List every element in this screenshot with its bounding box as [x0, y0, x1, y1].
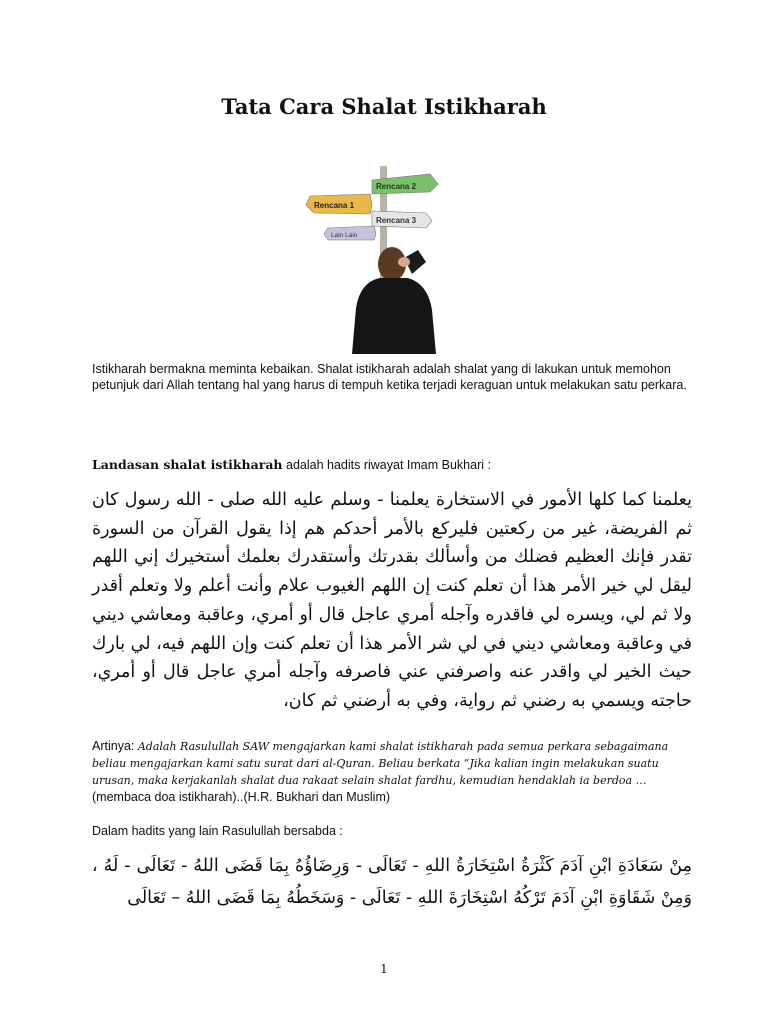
- arabic-hadith: يعلمنا كما كلها الأمور في الاستخارة يعلمنا - وسلم عليه الله صلى - الله رسول كان ثم الفريضة، غير من ركعتين فليركع بالأمر أحدكم هم إذا يقول القرآن من السورة تقدر فإنك العظيم فضلك من وأسألك بقدرتك وأستقدرك بعلمك أستخيرك إني اللهم ليقل لي خير الأمر هذا أن تعلم كنت إن اللهم الغيوب علام وأنت أعلم ولا وتعلم أقدر ولا ثم لي، ويسره لي فاقدره وآجله أمري عاجل قال أو أمري، وعاقبة ومعاشي ديني في وعاقبة ومعاشي ديني في لي شر الأمر هذا أن تعلم كنت وإن اللهم فيه، لي بارك حيث الخير لي واقدر عنه واصرفني عني فاصرفه وآجله أمري عاجل قال أو أمري، حاجته ويسمي به رضني ثم رواية، وفي به أرضني ثم كان،: [92, 490, 692, 711]
- man-hand: [398, 257, 410, 267]
- landasan-bold: Landasan shalat istikharah: [92, 457, 283, 472]
- intro-paragraph: Istikharah bermakna meminta kebaikan. Shalat istikharah adalah shalat yang di lakukan untuk memohon petunjuk dari Allah tentang hal yang harus di tempuh ketika terjadi keraguan untuk melakukan satu perkara.: [92, 362, 687, 392]
- arabic-hadith-2: مِنْ سَعَادَةِ ابْنِ آدَمَ كَثْرَةُ اسْتِخَارَةُ اللهِ - تَعَالَى - وَرِضَاؤُهُ بِمَا قَضَى اللهُ - تَعَالَى - لَهُ ، وَمِنْ شَقَاوَةِ ابْنِ آدَمَ تَرْكُهُ اسْتِخَارَةَ اللهِ - تَعَالَى - وَسَخَطُهُ بِمَا قَضَى اللهُ – تَعَالَى: [92, 856, 692, 908]
- landasan-paragraph: [92, 457, 692, 473]
- artinya-label: Artinya:: [92, 739, 138, 753]
- signpost-illustration: [300, 158, 468, 354]
- sign-rencana-3-label: Rencana 3: [376, 216, 417, 225]
- man-body: [352, 278, 436, 354]
- artinya-source: (membaca doa istikharah)..(H.R. Bukhari dan Muslim): [92, 790, 391, 804]
- dalam-paragraph: Dalam hadits yang lain Rasulullah bersabda :: [92, 824, 343, 838]
- page-number: 1: [380, 962, 388, 976]
- artinya-paragraph: [92, 738, 692, 806]
- landasan-text: adalah hadits riwayat Imam Bukhari :: [282, 458, 491, 472]
- sign-rencana-1-label: Rencana 1: [314, 201, 355, 210]
- signpost-image: [300, 158, 468, 354]
- sign-lain-lain-label: Lain Lain: [331, 232, 358, 239]
- sign-rencana-2-label: Rencana 2: [376, 182, 417, 191]
- artinya-translation: Adalah Rasulullah SAW mengajarkan kami shalat istikharah pada semua perkara sebagaimana beliau mengajarkan kami satu surat dari al-Quran. Beliau berkata “Jika kalian ingin melakukan suatu urusan, maka kerjakanlah shalat dua rakaat selain shalat fardhu, kemudian hendaklah ia berdoa …: [92, 740, 669, 787]
- document-title: Tata Cara Shalat Istikharah: [221, 94, 547, 119]
